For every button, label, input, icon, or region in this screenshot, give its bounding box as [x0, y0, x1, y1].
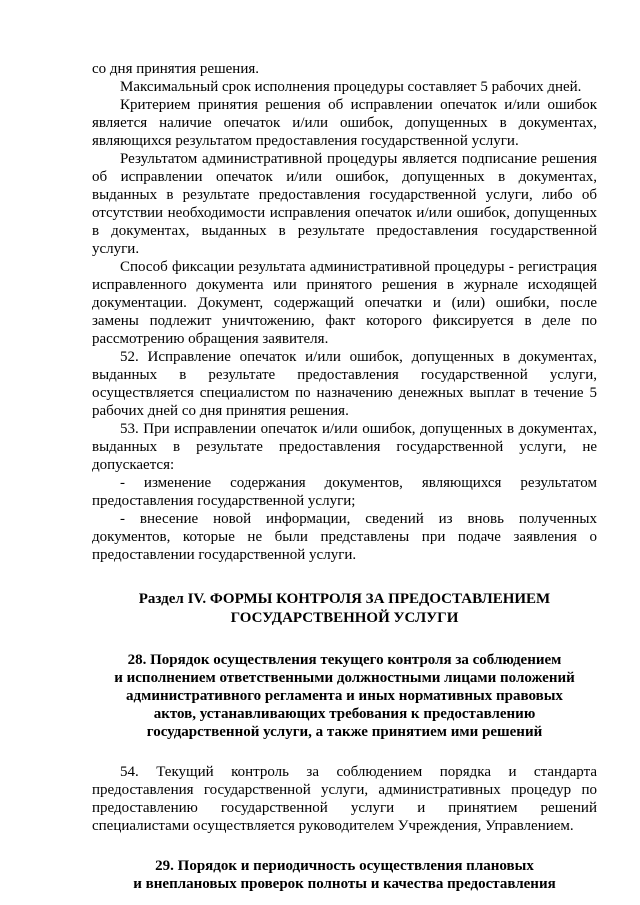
paragraph-52: 52. Исправление опечаток и/или ошибок, допущенных в документах, выданных в результате предоставления государственной услуги, осуществляется специалистом по назначению денежных выплат в течение 5 рабочих дней со дня принятия решения.	[92, 349, 597, 419]
paragraph-53: 53. При исправлении опечаток и/или ошибок, допущенных в документах, выданных в результате предоставления государственной услуги, не допускается:	[92, 421, 597, 473]
subsection-28-line: и исполнением ответственными должностными лицами положений	[114, 670, 575, 686]
subsection-29-line: и внеплановых проверок полноты и качества предоставления	[133, 876, 556, 892]
paragraph-fixation-method: Способ фиксации результата административной процедуры - регистрация исправленного документа или принятого решения в журнале исходящей документации. Документ, содержащий опечатки и (или) ошибки, после замены подлежит уничтожению, факт которого фиксируется в деле по рассмотрению обращения заявителя.	[92, 259, 597, 347]
list-item-new-info: - внесение новой информации, сведений из вновь полученных документов, которые не были представлены при подаче заявления о предоставлении государственной услуги.	[92, 511, 597, 563]
paragraph-criterion: Критерием принятия решения об исправлении опечаток и/или ошибок является наличие опечаток и/или ошибок, допущенных в документах, являющихся результатом предоставления государственной услуги.	[92, 97, 597, 149]
paragraph-result: Результатом административной процедуры является подписание решения об исправлении опечаток и/или ошибок, допущенных в документах, выданных в результате предоставления государственной услуги, либо об отсутствии необходимости исправления опечаток и/или ошибок, допущенных в документах, выданных в результате предоставления государственной услуги.	[92, 151, 597, 257]
subsection-29-title	[92, 857, 597, 893]
paragraph-54: 54. Текущий контроль за соблюдением порядка и стандарта предоставления государственной услуги, административных процедур по предоставлению государственной услуги и принятием решений специалистами осуществляется руководителем Учреждения, Управлением.	[92, 764, 597, 834]
subsection-28-line: актов, устанавливающих требования к предоставлению	[153, 706, 536, 722]
subsection-29-line: 29. Порядок и периодичность осуществления плановых	[155, 858, 534, 874]
subsection-28-line: 28. Порядок осуществления текущего контроля за соблюдением	[127, 652, 562, 668]
subsection-28-title	[92, 651, 597, 741]
subsection-28-line: государственной услуги, а также принятием ими решений	[146, 724, 543, 740]
paragraph-max-term: Максимальный срок исполнения процедуры составляет 5 рабочих дней.	[120, 79, 582, 95]
document-page	[92, 60, 597, 893]
section-iv-title: Раздел IV. ФОРМЫ КОНТРОЛЯ ЗА ПРЕДОСТАВЛЕНИЕМ ГОСУДАРСТВЕННОЙ УСЛУГИ	[138, 591, 551, 626]
paragraph-continuation: со дня принятия решения.	[92, 61, 259, 77]
list-item-content-change: - изменение содержания документов, являющихся результатом предоставления государственной услуги;	[92, 475, 597, 509]
subsection-28-line: административного регламента и иных нормативных правовых	[126, 688, 563, 704]
